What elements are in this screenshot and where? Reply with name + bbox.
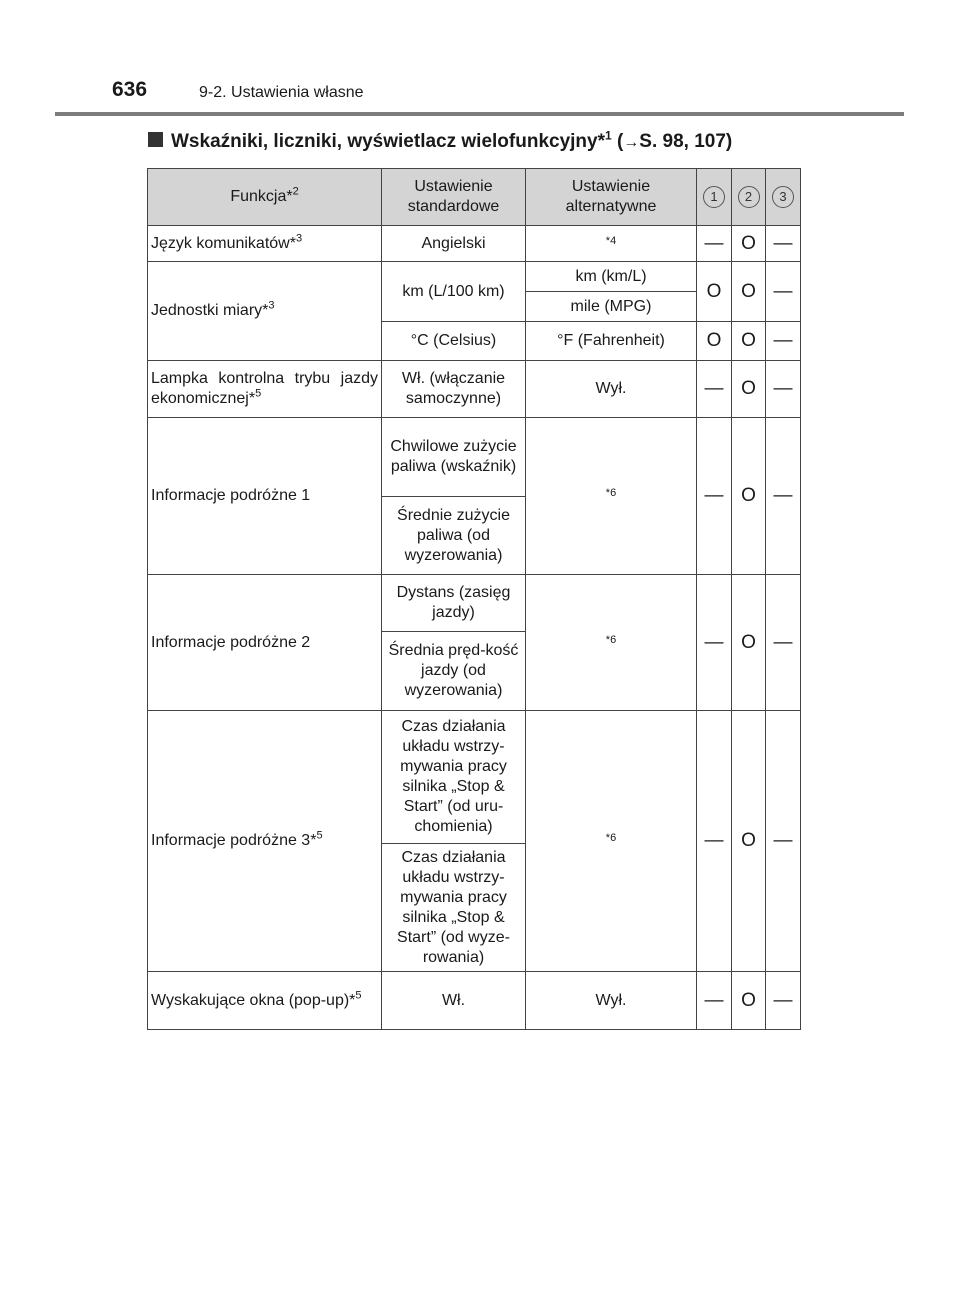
mark-yes: O — [697, 262, 732, 322]
circled-1-icon: 1 — [703, 186, 725, 208]
mark-no: — — [766, 711, 801, 972]
square-bullet-icon — [148, 132, 163, 147]
mark-no: — — [697, 361, 732, 418]
table-row — [148, 418, 801, 497]
header-col-2 — [732, 169, 766, 226]
page-ref-open: ( — [611, 131, 624, 152]
arrow-right-icon: → — [623, 134, 640, 151]
section-title-text: Wskaźniki, liczniki, wyświetlacz wielofunkcyjny* — [171, 131, 605, 152]
mark-yes: O — [732, 322, 766, 361]
mark-no: — — [766, 322, 801, 361]
default-value: °C (Celsius) — [382, 322, 526, 361]
alt-value: *6 — [526, 418, 697, 575]
mark-no: — — [766, 262, 801, 322]
alt-value: Wył. — [526, 972, 697, 1030]
mark-no: — — [766, 972, 801, 1030]
table-row — [148, 711, 801, 844]
alt-value: *6 — [526, 711, 697, 972]
mark-no: — — [766, 418, 801, 575]
mark-yes: O — [732, 972, 766, 1030]
circled-3-icon: 3 — [772, 186, 794, 208]
header-col-3 — [766, 169, 801, 226]
mark-yes: O — [697, 322, 732, 361]
row-name: Jednostki miary*$^3$ — [148, 262, 382, 361]
mark-no: — — [697, 418, 732, 575]
mark-yes: O — [732, 575, 766, 711]
row-name: Wyskakujące okna (pop-up)*$^5$ — [148, 972, 382, 1030]
default-value: Wł. (włączanie samoczynne) — [382, 361, 526, 418]
alt-value: Wył. — [526, 361, 697, 418]
mark-yes: O — [732, 418, 766, 575]
page-number: 636 — [112, 78, 148, 101]
header-function: Funkcja*$^2$ — [148, 169, 382, 226]
mark-yes: O — [732, 226, 766, 262]
mark-no: — — [697, 972, 732, 1030]
mark-no: — — [697, 711, 732, 972]
default-value: Czas działania układu wstrzy-mywania pracy silnika „Stop & Start” (od uru-chomienia) — [382, 711, 526, 844]
row-name: Informacje podróżne 3*$^5$ — [148, 711, 382, 972]
alt-value: *4 — [526, 226, 697, 262]
mark-yes: O — [732, 361, 766, 418]
mark-yes: O — [732, 262, 766, 322]
default-value: Czas działania układu wstrzy-mywania pracy silnika „Stop & Start” (od wyze-rowania) — [382, 844, 526, 972]
alt-value: *6 — [526, 575, 697, 711]
section-label: 9-2. Ustawienia własne — [199, 84, 364, 101]
default-value: Chwilowe zużycie paliwa (wskaźnik) — [382, 418, 526, 497]
header-divider — [55, 112, 904, 116]
mark-yes: O — [732, 711, 766, 972]
alt-value: km (km/L) — [526, 262, 697, 292]
table-row — [148, 972, 801, 1030]
default-value: Średnie zużycie paliwa (od wyzerowania) — [382, 497, 526, 575]
mark-no: — — [766, 361, 801, 418]
default-value: km (L/100 km) — [382, 262, 526, 322]
table-header-row — [148, 169, 801, 226]
circled-2-icon: 2 — [738, 186, 760, 208]
default-value: Dystans (zasięg jazdy) — [382, 575, 526, 632]
row-name: Język komunikatów*$^3$ — [148, 226, 382, 262]
alt-value: °F (Fahrenheit) — [526, 322, 697, 361]
footnote-ref: 1 — [605, 128, 612, 143]
table-row — [148, 575, 801, 632]
settings-table — [147, 168, 801, 1030]
mark-no: — — [697, 226, 732, 262]
table-row — [148, 262, 801, 292]
default-value: Angielski — [382, 226, 526, 262]
mark-no: — — [697, 575, 732, 711]
row-name: Informacje podróżne 1 — [148, 418, 382, 575]
alt-value: mile (MPG) — [526, 292, 697, 322]
table-row — [148, 226, 801, 262]
row-name: Lampka kontrolna trybu jazdy ekonomicznej*$^5$ — [148, 361, 382, 418]
header-alternative: Ustawienie alternatywne — [526, 169, 697, 226]
header-col-1 — [697, 169, 732, 226]
row-name: Informacje podróżne 2 — [148, 575, 382, 711]
mark-no: — — [766, 226, 801, 262]
header-default: Ustawienie standardowe — [382, 169, 526, 226]
default-value: Wł. — [382, 972, 526, 1030]
default-value: Średnia pręd-kość jazdy (od wyzerowania) — [382, 632, 526, 711]
table-row — [148, 361, 801, 418]
section-title — [148, 128, 733, 153]
mark-no: — — [766, 575, 801, 711]
page-ref: S. 98, 107) — [639, 131, 733, 152]
